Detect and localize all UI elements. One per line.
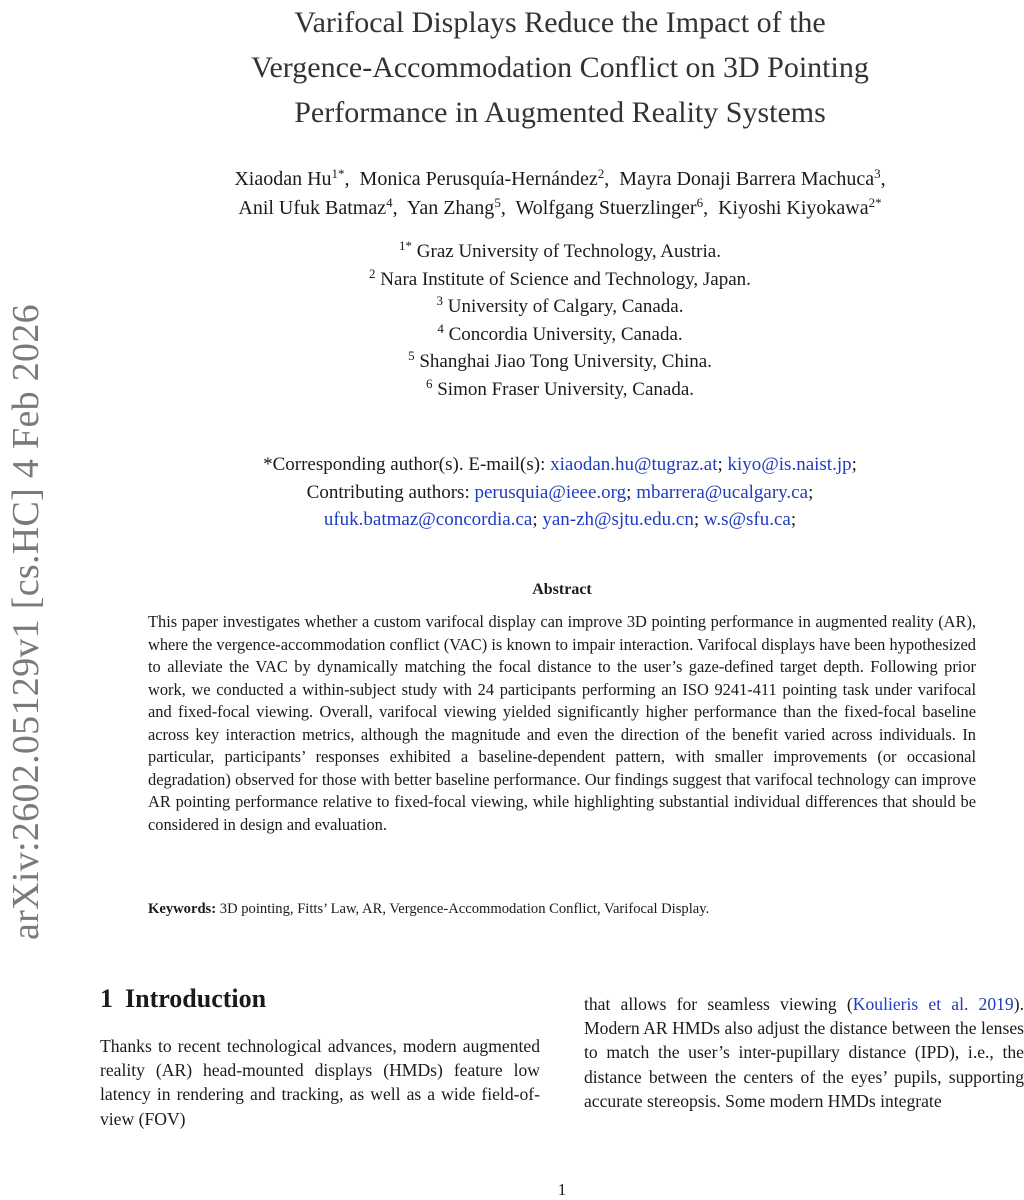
affiliation-item [110, 321, 1010, 349]
contact-block [110, 451, 1010, 534]
author-name: Wolfgang Stuerzlinger [515, 197, 697, 219]
intro-right-text-pre: that allows for seamless viewing ( [584, 994, 853, 1014]
author-affil-mark: 3 [874, 166, 881, 181]
affiliation-mark: 2 [369, 265, 376, 281]
paper-title [150, 0, 970, 135]
keywords-text: 3D pointing, Fitts’ Law, AR, Vergence-Accommodation Conflict, Varifocal Display. [219, 901, 710, 917]
author-list [110, 165, 1010, 223]
affiliation-text: Shanghai Jiao Tong University, China. [419, 351, 712, 372]
section-title-text: Introduction [125, 984, 267, 1013]
intro-right-column [584, 992, 1024, 1113]
contributing-label: Contributing authors: [306, 481, 470, 503]
affiliation-text: Nara Institute of Science and Technology, Japan. [380, 268, 751, 290]
author-name: Yan Zhang [406, 197, 495, 219]
author-affil-mark: 6 [696, 195, 704, 210]
keywords-label: Keywords: [148, 901, 217, 917]
affiliation-text: Simon Fraser University, Canada. [437, 378, 695, 400]
author-line-1: Xiaodan $Hu^{1*}$, Monica Perusquía-Hernández$^2$, Mayra Donaji Barrera Machuca$^3$, [234, 166, 886, 190]
author-name: Anil Ufuk Batmaz [238, 197, 387, 219]
author-name: Kiyoshi Kiyokawa [718, 197, 869, 219]
title-line-3: Performance in Augmented Reality Systems [294, 96, 826, 129]
affiliation-item [110, 266, 1010, 294]
affiliation-mark: 4 [437, 320, 444, 336]
affiliation-item [110, 293, 1010, 321]
affiliation-text: University of Calgary, Canada. [447, 296, 684, 317]
page-number: 1 [557, 1180, 567, 1199]
corresponding-label: *Corresponding author(s). E-mail(s): [263, 454, 546, 475]
section-number: 1 [100, 984, 113, 1013]
affiliation-item [110, 238, 1010, 266]
arxiv-identifier-stamp[interactable]: arXiv:2602.05129v1 [cs.HC] 4 Feb 2026 [5, 304, 47, 940]
author-line-2: Anil Ufuk Batmaz$^4$, Yan Zhang$^5$, Wolfgang Stuerzlinger$^6$, Kiyoshi Kiyokawa$^{2*}$ [238, 195, 882, 219]
affiliation-mark: 5 [408, 348, 415, 363]
intro-left-column: Thanks to recent technological advances, modern augmented reality (AR) head-mounted displays (HMDs) feature low latency in rendering and tracking, as well as a wide field-of-view (FOV) [100, 1036, 540, 1129]
affiliation-mark: 3 [436, 293, 444, 308]
affiliation-mark: 6 [425, 375, 433, 391]
author-name: Mayra Donaji Barrera Machuca [619, 168, 875, 190]
email-link[interactable]: xiaodan.hu@tugraz.at [550, 454, 718, 475]
contributing-line: Contributing authors: perusquia@ieee.org; mbarrera@ucalgary.ca; [306, 481, 814, 503]
intro-right-text-post: ). Modern AR HMDs also adjust the distance between the lenses to match the user’s inter-pupillary distance (IPD), i.e., the distance between the centers of the eyes’ pupils, supporting accurate stereopsis. Some modern HMDs integrate [584, 994, 1024, 1111]
author-affil-mark: 2* [868, 195, 882, 210]
author-affil-mark: 1* [331, 166, 345, 181]
email-link[interactable]: perusquia@ieee.org [474, 481, 627, 503]
author-name: Monica Perusquía-Hernández [359, 168, 598, 190]
author-affil-mark: 5 [494, 195, 501, 210]
affiliation-list [110, 238, 1010, 403]
author-affil-mark: 4 [386, 195, 393, 210]
author-affil-mark: 2 [597, 166, 605, 181]
affiliation-text: Concordia University, Canada. [448, 323, 683, 345]
affiliation-text: Graz University of Technology, Austria. [416, 241, 721, 262]
email-link[interactable]: kiyo@is.naist.jp [727, 454, 852, 475]
email-link[interactable]: yan-zh@sjtu.edu.cn [542, 509, 694, 530]
citation-link[interactable]: Koulieris et al. 2019 [852, 994, 1014, 1014]
affiliation-item [110, 348, 1010, 376]
section-heading-introduction [100, 984, 540, 1014]
author-name: Xiaodan Hu [234, 168, 332, 190]
abstract-heading: Abstract [532, 581, 592, 598]
corresponding-line: *Corresponding author(s). E-mail(s): xiaodan.hu@tugraz.at; kiyo@is.naist.jp; [263, 454, 857, 475]
email-link[interactable]: mbarrera@ucalgary.ca [636, 481, 809, 503]
title-line-1: Varifocal Displays Reduce the Impact of the [294, 6, 826, 39]
title-line-2: Vergence-Accommodation Conflict on 3D Pointing [251, 51, 869, 84]
keywords-line [148, 899, 976, 919]
abstract-body: This paper investigates whether a custom varifocal display can improve 3D pointing performance in augmented reality (AR), where the vergence-accommodation conflict (VAC) is known to impair interaction. Varifocal displays have been hypothesized to alleviate the VAC by dynamically matching the focal distance to the user’s gaze-defined target depth. Following prior work, we conducted a within-subject study with 24 participants performing an ISO 9241-411 pointing task under varifocal and fixed-focal viewing. Overall, varifocal viewing yielded significantly higher performance than the fixed-focal baseline across key interaction metrics, although the magnitude and even the direction of the benefit varied across individuals. In particular, participants’ responses exhibited a baseline-dependent pattern, with smaller improvements (or occasional degradation) observed for those with better baseline performance. Our findings suggest that varifocal technology can improve AR pointing performance relative to fixed-focal viewing, while highlighting substantial individual differences that should be considered in design and evaluation. [148, 612, 976, 834]
affiliation-mark: 1* [399, 238, 413, 253]
email-link[interactable]: w.s@sfu.ca [703, 509, 791, 530]
email-link[interactable]: ufuk.batmaz@concordia.ca [323, 509, 533, 530]
affiliation-item [110, 376, 1010, 404]
contributing-line-2: ufuk.batmaz@concordia.ca; yan-zh@sjtu.edu.cn; w.s@sfu.ca; [323, 509, 797, 530]
